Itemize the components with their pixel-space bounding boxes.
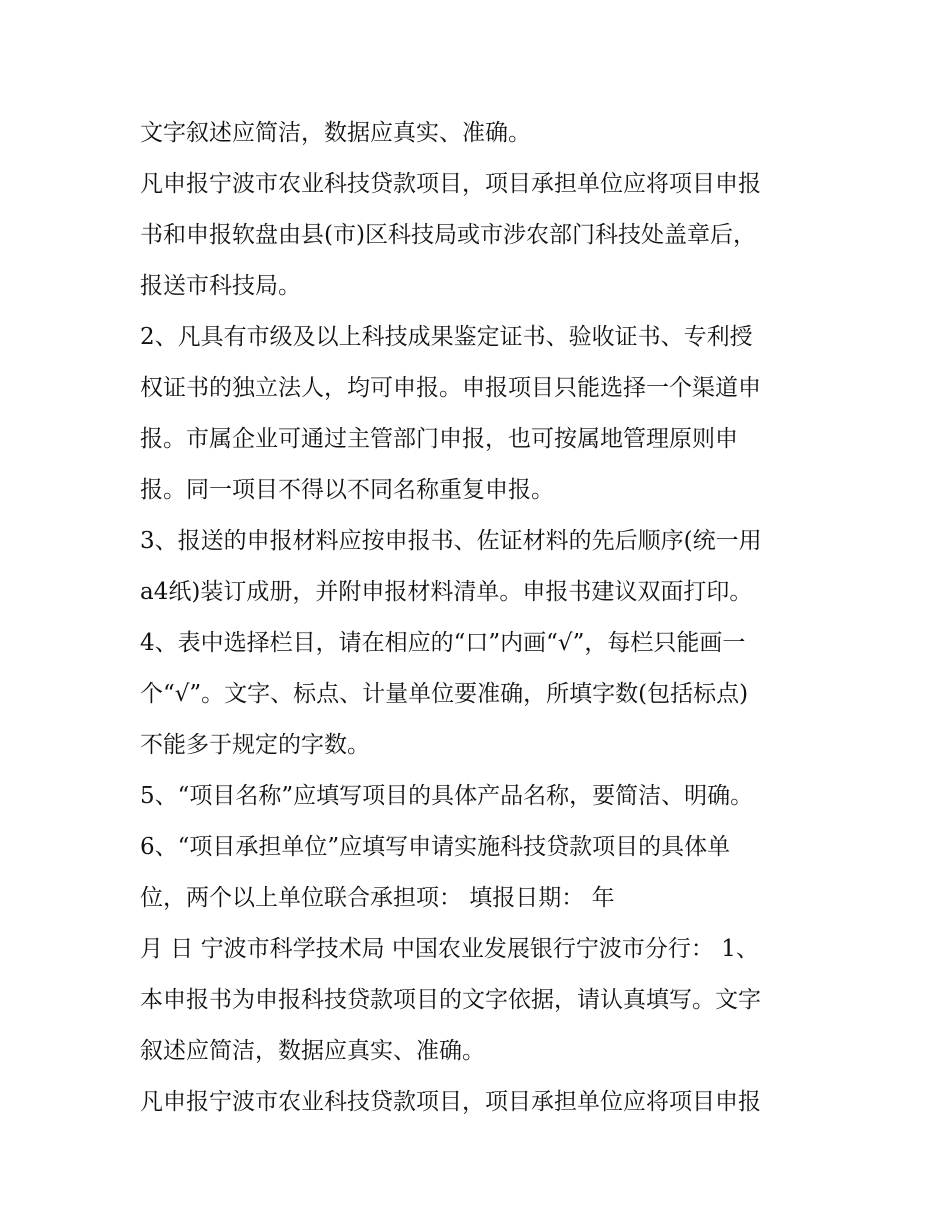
text-line: 不能多于规定的字数。 (140, 732, 370, 758)
text-line: 凡申报宁波市农业科技贷款项目，项目承担单位应将项目申报 (140, 171, 761, 197)
text-line: 4、表中选择栏目，请在相应的“口”内画“√”，每栏只能画一 (140, 630, 746, 656)
document-body (140, 108, 830, 1128)
text-line: 报。同一项目不得以不同名称重复申报。 (140, 477, 554, 503)
text-line: a4纸)装订成册，并附申报材料清单。申报书建议双面打印。 (140, 579, 753, 605)
text-line: 文字叙述应简洁，数据应真实、准确。 (140, 120, 531, 146)
text-line: 报送市科技局。 (140, 273, 301, 299)
text-line: 本申报书为申报科技贷款项目的文字依据，请认真填写。文字 (140, 987, 761, 1013)
text-line: 书和申报软盘由县(市)区科技局或市涉农部门科技处盖章后， (140, 222, 756, 248)
text-line: 2、凡具有市级及以上科技成果鉴定证书、验收证书、专利授 (140, 324, 753, 350)
text-line: 个“√”。文字、标点、计量单位要准确，所填字数(包括标点) (140, 681, 749, 707)
text-line: 3、报送的申报材料应按申报书、佐证材料的先后顺序(统一用 (140, 528, 762, 554)
text-line: 月 日 宁波市科学技术局 中国农业发展银行宁波市分行： 1、 (140, 936, 759, 962)
text-line: 5、“项目名称”应填写项目的具体产品名称，要简洁、明确。 (140, 783, 754, 809)
text-line: 叙述应简洁，数据应真实、准确。 (140, 1038, 485, 1064)
text-line: 6、“项目承担单位”应填写申请实施科技贷款项目的具体单 (140, 834, 731, 860)
text-line: 报。市属企业可通过主管部门申报，也可按属地管理原则申 (140, 426, 738, 452)
text-line: 位，两个以上单位联合承担项： 填报日期： 年 (140, 885, 615, 911)
text-line: 凡申报宁波市农业科技贷款项目，项目承担单位应将项目申报 (140, 1089, 761, 1115)
text-line: 权证书的独立法人，均可申报。申报项目只能选择一个渠道申 (140, 375, 761, 401)
